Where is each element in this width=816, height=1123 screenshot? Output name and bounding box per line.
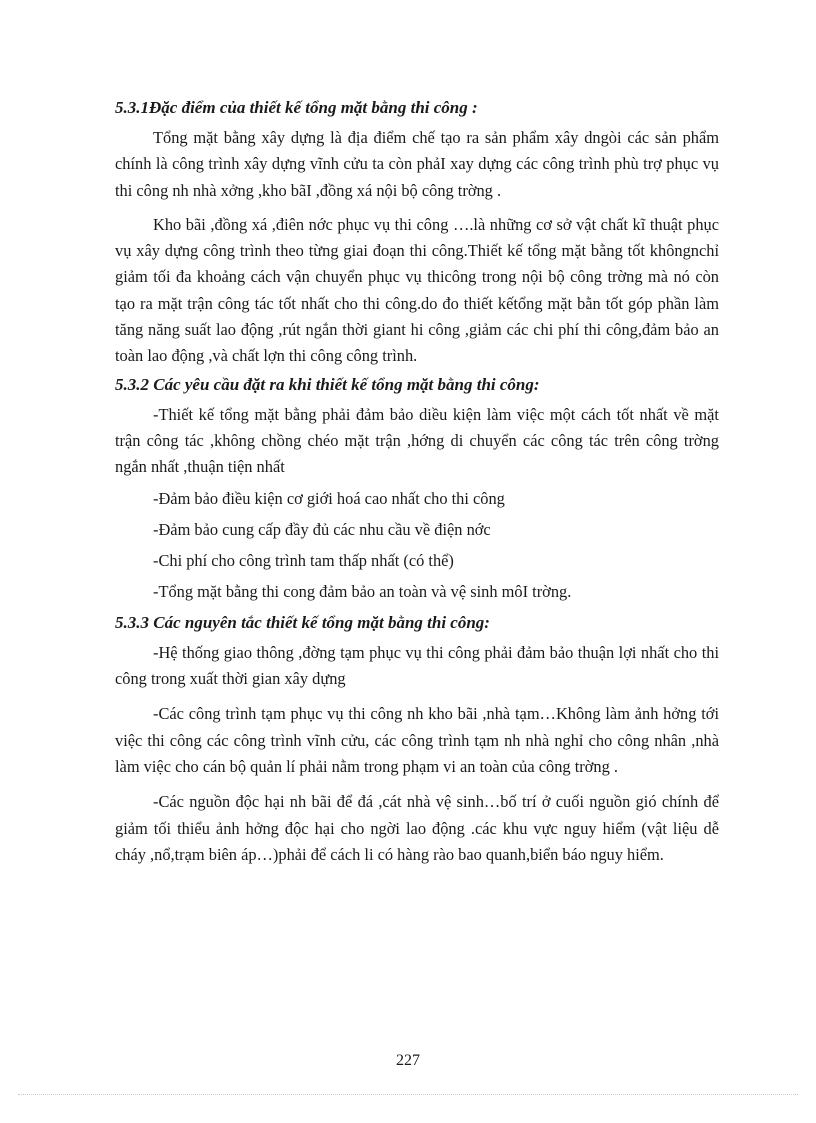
requirement-item: -Chi phí cho công trình tam thấp nhất (có thể) [153, 551, 454, 571]
requirement-item: -Thiết kế tổng mặt bằng phải đảm bảo diều kiện làm việc một cách tốt nhất về mặt trận công tác ,không chồng chéo mặt trận ,hớng di chuyển các công tác trên công trờng ngắn nhất ,thuận tiện nhất [115, 404, 719, 477]
page-content [115, 95, 719, 868]
footer-divider [18, 1094, 798, 1095]
section-heading-5-3-1: 5.3.1Đặc điểm của thiết kế tổng mặt bằng thi công : [115, 98, 478, 117]
section-heading-5-3-3: 5.3.3 Các nguyên tắc thiết kế tổng mặt bằng thi công: [115, 612, 490, 632]
section-heading-5-3-2: 5.3.2 Các yêu cầu đặt ra khi thiết kế tổng mặt bằng thi công: [115, 374, 540, 394]
principle-item: -Các công trình tạm phục vụ thi công nh kho bãi ,nhà tạm…Không làm ảnh hởng tới việc thi công các công trình vĩnh cửu, các công trình tạm nh nhà nghỉ cho công nhân ,nhà làm việc cho cán bộ quản lí phải nằm trong phạm vi an toàn của công trờng . [115, 704, 719, 776]
requirement-item: -Đảm bảo điều kiện cơ giới hoá cao nhất cho thi công [153, 488, 505, 508]
principle-item: -Các nguồn độc hại nh bãi để đá ,cát nhà vệ sinh…bố trí ở cuối nguồn gió chính để giảm tối thiểu ảnh hởng độc hại cho ngời lao động .các khu vực nguy hiểm (vật liệu dễ cháy ,nổ,trạm biên áp…)phải để cách li có hàng rào bao quanh,biển báo nguy hiểm. [115, 792, 719, 864]
requirement-item: -Đảm bảo cung cấp đầy đủ các nhu cầu về điện nớc [153, 519, 491, 539]
requirement-item: -Tổng mặt bằng thi cong đảm bảo an toàn và vệ sinh môI trờng. [153, 582, 572, 602]
section-5-3-1-paragraph-2: Kho bãi ,đồng xá ,điên nớc phục vụ thi công ….là những cơ sở vật chất kĩ thuật phục vụ xây dựng công trình theo từng giai đoạn thi công.Thiết kế tổng mặt bằng tốt khôngnchỉ giảm tối đa khoảng cách vận chuyển phục vụ thicông trong nội bộ công trờng mà nó còn tạo ra mặt trận công tác tốt nhất cho thi công.do đo thiết kếtổng mặt bằn tốt góp phần làm tăng năng suất lao động ,rút ngắn thời giant hi công ,giảm các chi phí thi công,đảm bảo an toàn lao động ,và chất lợn thi công công trình. [115, 214, 719, 366]
page-number: 227 [396, 1052, 420, 1069]
section-5-3-1-paragraph-1: Tổng mặt bằng xây dựng là địa điểm chế tạo ra sản phẩm xây dngòi các sản phẩm chính là công trình xây dựng vĩnh cửu ta còn phảI xay dựng các công trình phù trợ phục vụ thi công nh nhà xởng ,kho bãI ,đồng xá nội bộ công trờng . [115, 128, 719, 200]
principle-item: -Hệ thống giao thông ,đờng tạm phục vụ thi công phải đảm bảo thuận lợi nhất cho thi công trong xuất thời gian xây dựng [115, 642, 719, 689]
